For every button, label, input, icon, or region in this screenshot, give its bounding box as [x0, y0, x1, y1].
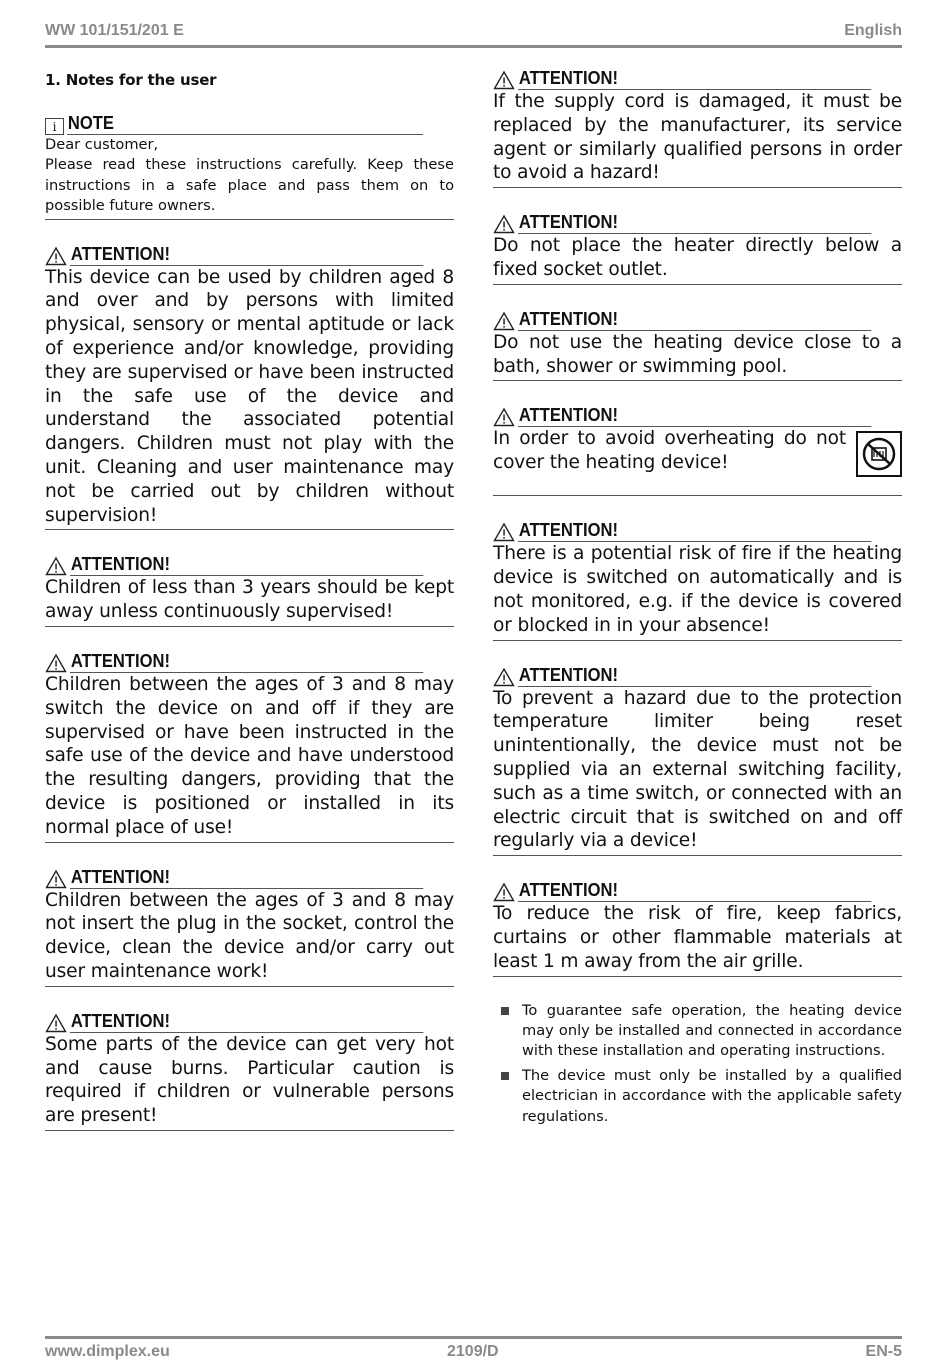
attention-block [493, 212, 902, 285]
attention-head [493, 309, 902, 331]
attention-label: ATTENTION! [518, 520, 871, 542]
attention-block [45, 244, 454, 531]
right-column [493, 68, 902, 1131]
warning-triangle-icon [45, 1013, 67, 1033]
attention-block [493, 665, 902, 857]
attention-head [45, 651, 454, 673]
attention-text: Do not use the heating device close to a bath, shower or swimming pool. [493, 331, 902, 382]
do-not-cover-icon [856, 431, 902, 477]
attention-label: ATTENTION! [70, 867, 423, 889]
footer-website: www.dimplex.eu [45, 1343, 170, 1360]
attention-label: ATTENTION! [518, 68, 871, 90]
header-model: WW 101/151/201 E [45, 22, 184, 39]
attention-block [45, 1011, 454, 1131]
attention-label: ATTENTION! [518, 665, 871, 687]
attention-label: ATTENTION! [518, 880, 871, 902]
warning-triangle-icon [493, 407, 515, 427]
attention-label: ATTENTION! [518, 212, 871, 234]
attention-block [45, 651, 454, 843]
attention-text: In order to avoid overheating do not cover the heating device! [493, 428, 846, 474]
attention-text: Children between the ages of 3 and 8 may not insert the plug in the socket, control the device, clean the device and/or carry out user maintenance work! [45, 889, 454, 987]
cover-row [493, 427, 902, 496]
attention-head [45, 244, 454, 266]
attention-label: ATTENTION! [70, 554, 423, 576]
warning-triangle-icon [493, 70, 515, 90]
attention-label: ATTENTION! [70, 1011, 423, 1033]
warning-triangle-icon [493, 882, 515, 902]
page-header [45, 22, 902, 42]
list-item [493, 1066, 902, 1127]
warning-triangle-icon [493, 311, 515, 331]
attention-text: Children between the ages of 3 and 8 may switch the device on and off if they are supervised or have been instructed in the safe use of the device and have understood the resulting dangers, providing that the device is positioned or installed in its normal place of use! [45, 673, 454, 843]
attention-block [45, 554, 454, 627]
bullet-text: The device must only be installed by a qualified electrician in accordance with the applicable safety regulations. [522, 1066, 902, 1125]
note-line: Dear customer, [45, 136, 159, 153]
note-block [45, 113, 454, 220]
bullet-square-icon [501, 1072, 509, 1080]
warning-triangle-icon [45, 556, 67, 576]
footer-code: 2109/D [447, 1343, 499, 1360]
attention-label: ATTENTION! [70, 244, 423, 266]
header-language: English [844, 22, 902, 39]
footer-page-number: EN-5 [865, 1343, 902, 1360]
attention-head [45, 554, 454, 576]
attention-text: Some parts of the device can get very hot and cause burns. Particular caution is required if children or vulnerable persons are present! [45, 1033, 454, 1131]
page-footer [45, 1343, 902, 1363]
note-label: NOTE [67, 113, 423, 135]
attention-label: ATTENTION! [518, 405, 871, 427]
warning-triangle-icon [45, 246, 67, 266]
section-title: 1. Notes for the user [45, 71, 217, 89]
attention-block [493, 520, 902, 640]
warning-triangle-icon [493, 214, 515, 234]
attention-head [493, 405, 902, 427]
attention-head [493, 68, 902, 90]
attention-head [493, 880, 902, 902]
bullet-square-icon [501, 1007, 509, 1015]
attention-head [493, 665, 902, 687]
attention-block-cover [493, 405, 902, 496]
attention-head [493, 520, 902, 542]
header-rule [45, 45, 902, 48]
warning-triangle-icon [493, 522, 515, 542]
attention-block [493, 880, 902, 976]
attention-label: ATTENTION! [518, 309, 871, 331]
note-line: Please read these instructions carefully. Keep these instructions in a safe place and pass them on to possible future owners. [45, 156, 454, 215]
attention-text: If the supply cord is damaged, it must be replaced by the manufacturer, its service agent or similarly qualified persons in order to avoid a hazard! [493, 90, 902, 188]
left-column [45, 68, 454, 1155]
warning-triangle-icon [45, 653, 67, 673]
bullet-list [493, 1001, 902, 1127]
list-item [493, 1001, 902, 1062]
attention-text: There is a potential risk of fire if the heating device is switched on automatically and is not monitored, e.g. if the device is covered or blocked in in your absence! [493, 542, 902, 640]
note-body [45, 135, 454, 220]
attention-text: Do not place the heater directly below a fixed socket outlet. [493, 234, 902, 285]
attention-text: This device can be used by children aged 8 and over and by persons with limited physical, sensory or mental aptitude or lack of experience and/or knowledge, providing they are supervised or have been instructed in the safe use of the device and understand the associated potential dangers. Children must not play with the unit. Cleaning and user maintenance may not be carried out by children without supervision! [45, 266, 454, 531]
attention-text: To prevent a hazard due to the protection temperature limiter being reset unintentionally, the device must not be supplied via an external switching facility, such as a time switch, or connected with an electric circuit that is switched on and off regularly via a device! [493, 687, 902, 857]
attention-label: ATTENTION! [70, 651, 423, 673]
note-head [45, 113, 454, 135]
footer-rule [45, 1336, 902, 1339]
attention-text: Children of less than 3 years should be kept away unless continuously supervised! [45, 576, 454, 627]
attention-head [493, 212, 902, 234]
attention-text: To reduce the risk of fire, keep fabrics, curtains or other flammable materials at least 1 m away from the air grille. [493, 902, 902, 976]
attention-block [493, 309, 902, 382]
attention-head [45, 867, 454, 889]
attention-block [493, 68, 902, 188]
warning-triangle-icon [45, 869, 67, 889]
attention-block [45, 867, 454, 987]
warning-triangle-icon [493, 667, 515, 687]
info-icon: i [45, 118, 64, 135]
bullet-text: To guarantee safe operation, the heating device may only be installed and connected in accordance with these installation and operating instructions. [522, 1001, 902, 1060]
attention-head [45, 1011, 454, 1033]
